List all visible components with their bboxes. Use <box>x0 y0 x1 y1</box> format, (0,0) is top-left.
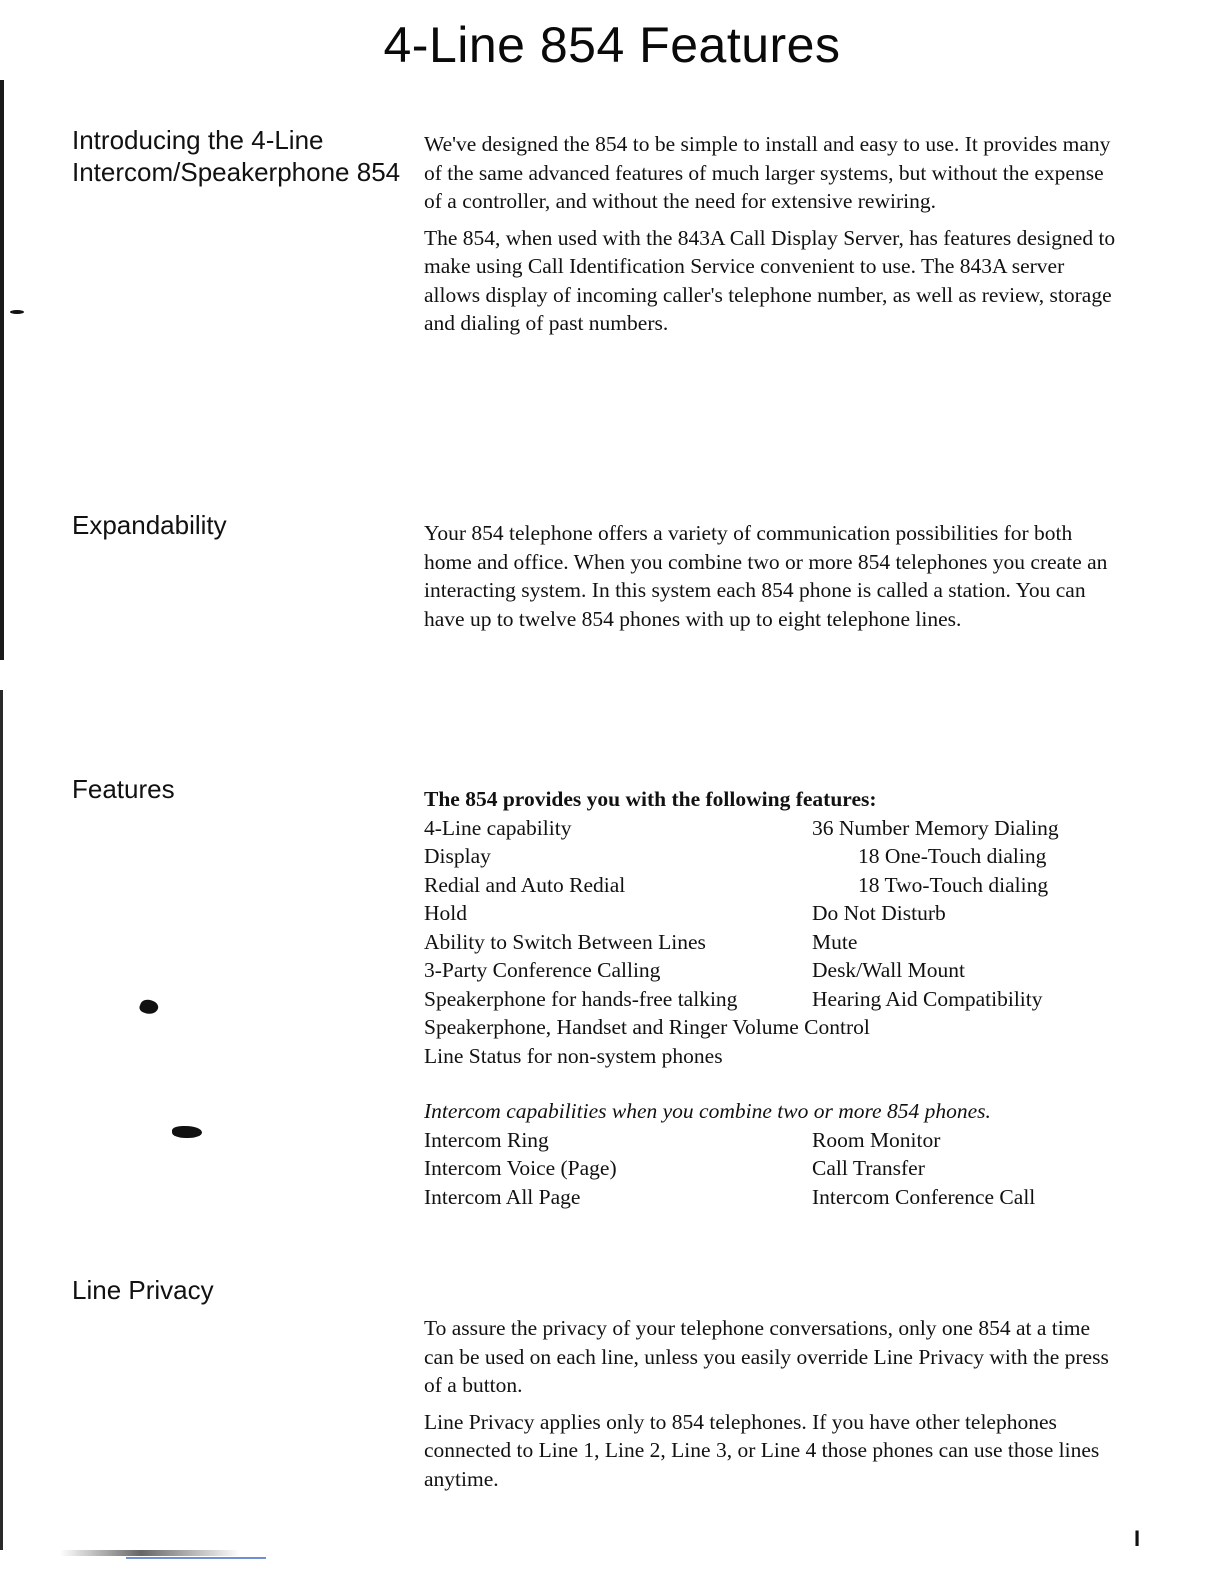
expandability-heading: Expandability <box>72 510 227 540</box>
feature-item: Display <box>424 844 491 868</box>
intercom-row <box>424 1183 1124 1212</box>
privacy-body <box>424 1314 1124 1501</box>
feature-item: Mute <box>812 929 858 954</box>
intercom-row <box>424 1154 1124 1183</box>
feature-row <box>424 871 1124 900</box>
privacy-heading: Line Privacy <box>72 1275 214 1305</box>
feature-item: 36 Number Memory Dialing <box>812 815 1059 840</box>
intro-heading: Introducing the 4-Line Intercom/Speakerphone 854 <box>72 125 401 187</box>
feature-row <box>424 985 1124 1014</box>
feature-item: 18 One-Touch dialing <box>858 844 1047 868</box>
page-edge-shadow <box>0 80 4 660</box>
feature-item: Redial and Auto Redial <box>424 872 626 897</box>
privacy-paragraph: Line Privacy applies only to 854 telephones. If you have other telephones connected to Line 1, Line 2, Line 3, or Line 4 those phones can use those lines anytime. <box>424 1409 1100 1491</box>
feature-item: Do Not Disturb <box>812 901 946 925</box>
scan-blot <box>10 310 24 314</box>
features-heading: Features <box>72 774 175 804</box>
page-edge-shadow <box>0 690 3 1550</box>
intercom-item: Room Monitor <box>812 1127 941 1152</box>
feature-row <box>424 928 1124 957</box>
scan-blot <box>172 1126 202 1138</box>
intercom-row <box>424 1126 1124 1155</box>
intro-paragraph: The 854, when used with the 843A Call Display Server, has features designed to make using Call Identification Service convenient to use. The 843A server allows display of incoming caller's telephone number, as well as review, storage and dialing of past numbers. <box>424 225 1116 335</box>
expandability-body <box>424 519 1124 641</box>
scan-smudge <box>60 1550 240 1556</box>
intercom-intro: Intercom capabilities when you combine two or more 854 phones. <box>424 1099 991 1123</box>
intercom-item: Intercom Voice (Page) <box>424 1156 617 1180</box>
feature-row <box>424 956 1124 985</box>
feature-item: Hold <box>424 901 467 925</box>
feature-item: Line Status for non-system phones <box>424 1043 723 1068</box>
intercom-item: Intercom All Page <box>424 1184 581 1209</box>
feature-item: Ability to Switch Between Lines <box>424 929 706 954</box>
scan-blot <box>138 997 160 1016</box>
feature-item: 4-Line capability <box>424 815 572 840</box>
intercom-item: Intercom Conference Call <box>812 1184 1036 1209</box>
feature-item: Speakerphone, Handset and Ringer Volume Control <box>424 1015 870 1039</box>
intro-body <box>424 130 1124 346</box>
page-title: 4-Line 854 Features <box>383 17 841 73</box>
feature-row <box>424 814 1124 843</box>
features-body <box>424 785 1124 1211</box>
feature-item: Desk/Wall Mount <box>812 958 965 982</box>
feature-item: 3-Party Conference Calling <box>424 958 661 982</box>
feature-item: Hearing Aid Compatibility <box>812 986 1043 1011</box>
feature-item: Speakerphone for hands-free talking <box>424 986 738 1011</box>
feature-row <box>424 899 1124 928</box>
feature-item: 18 Two-Touch dialing <box>858 872 1049 897</box>
scan-line <box>126 1557 266 1559</box>
features-intro: The 854 provides you with the following features: <box>424 787 877 811</box>
intercom-item: Call Transfer <box>812 1156 925 1180</box>
expandability-paragraph: Your 854 telephone offers a variety of communication possibilities for both home and office. When you combine two or more 854 telephones you create an interacting system. In this system each 854 phone is called a station. You can have up to twelve 854 phones with up to eight telephone lines. <box>424 521 1108 631</box>
feature-row <box>424 842 1124 871</box>
page-number: I <box>1134 1526 1141 1551</box>
intro-paragraph: We've designed the 854 to be simple to install and easy to use. It provides many of the same advanced features of much larger systems, but without the expense of a controller, and without the need for extensive rewiring. <box>424 132 1111 213</box>
intercom-item: Intercom Ring <box>424 1127 549 1152</box>
privacy-paragraph: To assure the privacy of your telephone conversations, only one 854 at a time can be used on each line, unless you easily override Line Privacy with the press of a button. <box>424 1316 1109 1397</box>
